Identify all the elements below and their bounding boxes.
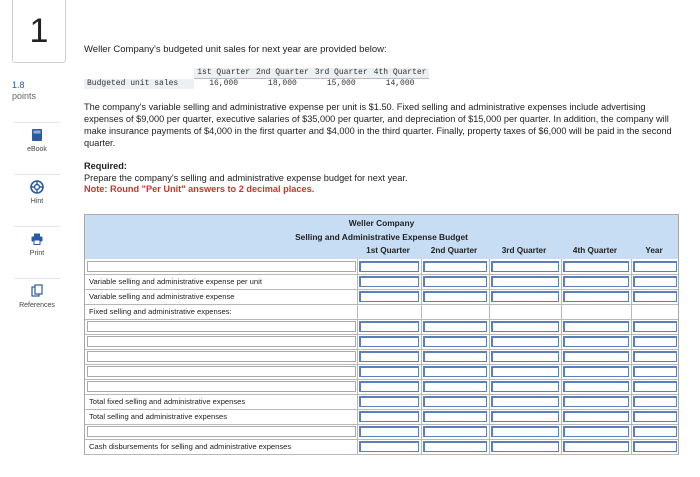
budget-cell-input[interactable]: [633, 351, 677, 362]
question-number: [12, 0, 66, 63]
budget-row-label: Total fixed selling and administrative expenses: [89, 397, 246, 406]
budget-company: Weller Company: [348, 218, 415, 228]
budget-cell-input[interactable]: [491, 321, 559, 332]
unit-sales-table: [84, 68, 429, 89]
budget-cell-input[interactable]: [491, 336, 559, 347]
expense-budget-table: [84, 214, 679, 455]
budget-cell-input[interactable]: [491, 381, 559, 392]
budget-row-label: Fixed selling and administrative expenses:: [89, 307, 232, 316]
budget-row-label: Variable selling and administrative expense per unit: [89, 277, 262, 286]
column-header: 4th Quarter: [371, 68, 430, 79]
budget-cell-input[interactable]: [423, 276, 487, 287]
column-header: 3rd Quarter: [312, 68, 371, 79]
budget-cell-input[interactable]: [633, 261, 677, 272]
column-header: Year: [645, 246, 663, 255]
row-divider: [85, 319, 678, 320]
budget-cell-input[interactable]: [359, 336, 419, 347]
budget-cell-input[interactable]: [563, 291, 629, 302]
sidebar-item-references[interactable]: [14, 278, 60, 324]
header-blank: [84, 68, 194, 79]
row-divider: [85, 274, 678, 275]
table-cell: 18,000: [268, 79, 297, 88]
required-section: [84, 161, 408, 196]
budget-cell-input[interactable]: [563, 351, 629, 362]
lifebuoy-icon: [30, 180, 44, 194]
rounding-note: Note: Round "Per Unit" answers to 2 decimal places.: [84, 184, 315, 194]
budget-cell-input[interactable]: [633, 291, 677, 302]
budget-cell-input[interactable]: [359, 351, 419, 362]
table-row: [84, 79, 429, 90]
table-cell: 16,000: [209, 79, 239, 88]
row-divider: [85, 424, 678, 425]
budget-cell-input[interactable]: [491, 351, 559, 362]
budget-row-label: Variable selling and administrative expense: [89, 292, 235, 301]
problem-paragraph: The company's variable selling and administrative expense per unit is $1.50. Fixed selling and administrative expenses include advertising expenses of $9,000 per quarter, executive salaries of $35,000 per quarter, and depreciation of $15,000 per quarter. In addition, the company will make insurance payments of $4,000 in the first quarter and $4,000 in the third quarter. Finally, property taxes of $6,000 will be paid in the second quarter.: [84, 102, 672, 148]
budget-cell-input[interactable]: [359, 291, 419, 302]
budget-cell-input[interactable]: [491, 261, 559, 272]
column-header: 3rd Quarter: [501, 246, 547, 255]
row-label-input[interactable]: [87, 261, 356, 272]
budget-cell-input[interactable]: [359, 426, 419, 437]
budget-cell-input[interactable]: [633, 426, 677, 437]
sidebar-item-hint[interactable]: [14, 174, 60, 220]
budget-cell-input[interactable]: [633, 396, 677, 407]
column-header: 4th Quarter: [572, 246, 618, 255]
budget-cell-input[interactable]: [423, 261, 487, 272]
budget-cell-input[interactable]: [633, 336, 677, 347]
column-divider: [631, 259, 632, 454]
budget-cell-input[interactable]: [633, 441, 677, 452]
budget-cell-input[interactable]: [563, 396, 629, 407]
row-divider: [85, 289, 678, 290]
budget-cell-input[interactable]: [359, 381, 419, 392]
budget-cell-input[interactable]: [423, 441, 487, 452]
budget-cell-input[interactable]: [359, 441, 419, 452]
row-label-input[interactable]: [87, 336, 356, 347]
sidebar-item-label: References: [19, 302, 55, 309]
documents-icon: [30, 284, 44, 298]
budget-cell-input[interactable]: [563, 321, 629, 332]
printer-icon: [30, 232, 44, 246]
budget-cell-input[interactable]: [563, 381, 629, 392]
budget-cell-input[interactable]: [563, 441, 629, 452]
budget-cell-input[interactable]: [491, 291, 559, 302]
budget-cell-input[interactable]: [423, 351, 487, 362]
row-divider: [85, 379, 678, 380]
intro-text: Weller Company's budgeted unit sales for next year are provided below:: [84, 44, 387, 55]
budget-cell-input[interactable]: [491, 396, 559, 407]
budget-cell-input[interactable]: [491, 426, 559, 437]
row-divider: [85, 349, 678, 350]
sidebar-tools: [14, 122, 60, 330]
budget-cell-input[interactable]: [491, 276, 559, 287]
book-icon: [30, 128, 44, 142]
column-divider: [489, 259, 490, 454]
budget-cell-input[interactable]: [359, 396, 419, 407]
row-divider: [85, 304, 678, 305]
table-row: [84, 68, 429, 79]
row-label: Budgeted unit sales: [84, 79, 194, 90]
row-label-input[interactable]: [87, 381, 356, 392]
column-header: 2nd Quarter: [430, 246, 478, 255]
sidebar-item-ebook[interactable]: [14, 122, 60, 168]
budget-cell-input[interactable]: [563, 411, 629, 422]
row-divider: [85, 454, 678, 455]
table-cell: 15,000: [326, 79, 356, 88]
column-header: 1st Quarter: [366, 246, 410, 255]
sidebar-item-print[interactable]: [14, 226, 60, 272]
table-cell: 14,000: [385, 79, 415, 88]
budget-cell-input[interactable]: [633, 381, 677, 392]
budget-row-label: Cash disbursements for selling and administrative expenses: [89, 442, 292, 451]
budget-cell-input[interactable]: [633, 411, 677, 422]
column-divider: [357, 259, 358, 454]
budget-cell-input[interactable]: [563, 426, 629, 437]
budget-cell-input[interactable]: [423, 426, 487, 437]
budget-cell-input[interactable]: [359, 261, 419, 272]
budget-cell-input[interactable]: [359, 366, 419, 377]
budget-cell-input[interactable]: [423, 381, 487, 392]
column-header: 2nd Quarter: [253, 68, 312, 79]
budget-cell-input[interactable]: [491, 366, 559, 377]
required-text: Prepare the company's selling and administrative expense budget for next year.: [84, 172, 408, 183]
budget-cell-input[interactable]: [359, 276, 419, 287]
budget-cell-input[interactable]: [423, 321, 487, 332]
budget-cell-input[interactable]: [633, 276, 677, 287]
sidebar-item-label: Hint: [30, 198, 44, 205]
row-divider: [85, 364, 678, 365]
budget-cell-input[interactable]: [423, 336, 487, 347]
budget-cell-input[interactable]: [359, 321, 419, 332]
row-divider: [85, 334, 678, 335]
budget-row-label: Total selling and administrative expenses: [89, 412, 228, 421]
budget-cell-input[interactable]: [423, 366, 487, 377]
budget-cell-input[interactable]: [423, 291, 487, 302]
budget-cell-input[interactable]: [633, 366, 677, 377]
required-title: Required:: [84, 161, 127, 171]
row-divider: [85, 439, 678, 440]
points-label: points: [12, 91, 37, 101]
sidebar-item-label: eBook: [27, 146, 47, 153]
row-label-input[interactable]: [87, 321, 356, 332]
points-indicator: [12, 80, 36, 102]
row-label-input[interactable]: [87, 426, 356, 437]
sidebar-item-label: Print: [29, 250, 45, 257]
row-label-input[interactable]: [87, 351, 356, 362]
budget-cell-input[interactable]: [563, 276, 629, 287]
column-header: 1st Quarter: [194, 68, 253, 79]
budget-cell-input[interactable]: [563, 366, 629, 377]
row-divider: [85, 394, 678, 395]
budget-cell-input[interactable]: [423, 411, 487, 422]
column-divider: [421, 259, 422, 454]
points-value: 1.8: [12, 80, 25, 90]
budget-title: Selling and Administrative Expense Budget: [295, 232, 468, 242]
budget-cell-input[interactable]: [563, 261, 629, 272]
row-label-input[interactable]: [87, 366, 356, 377]
row-divider: [85, 409, 678, 410]
budget-cell-input[interactable]: [633, 321, 677, 332]
question-number-text: 1: [29, 11, 49, 50]
budget-cell-input[interactable]: [491, 411, 559, 422]
budget-cell-input[interactable]: [359, 411, 419, 422]
budget-cell-input[interactable]: [491, 441, 559, 452]
budget-cell-input[interactable]: [563, 336, 629, 347]
budget-cell-input[interactable]: [423, 396, 487, 407]
column-divider: [561, 259, 562, 454]
